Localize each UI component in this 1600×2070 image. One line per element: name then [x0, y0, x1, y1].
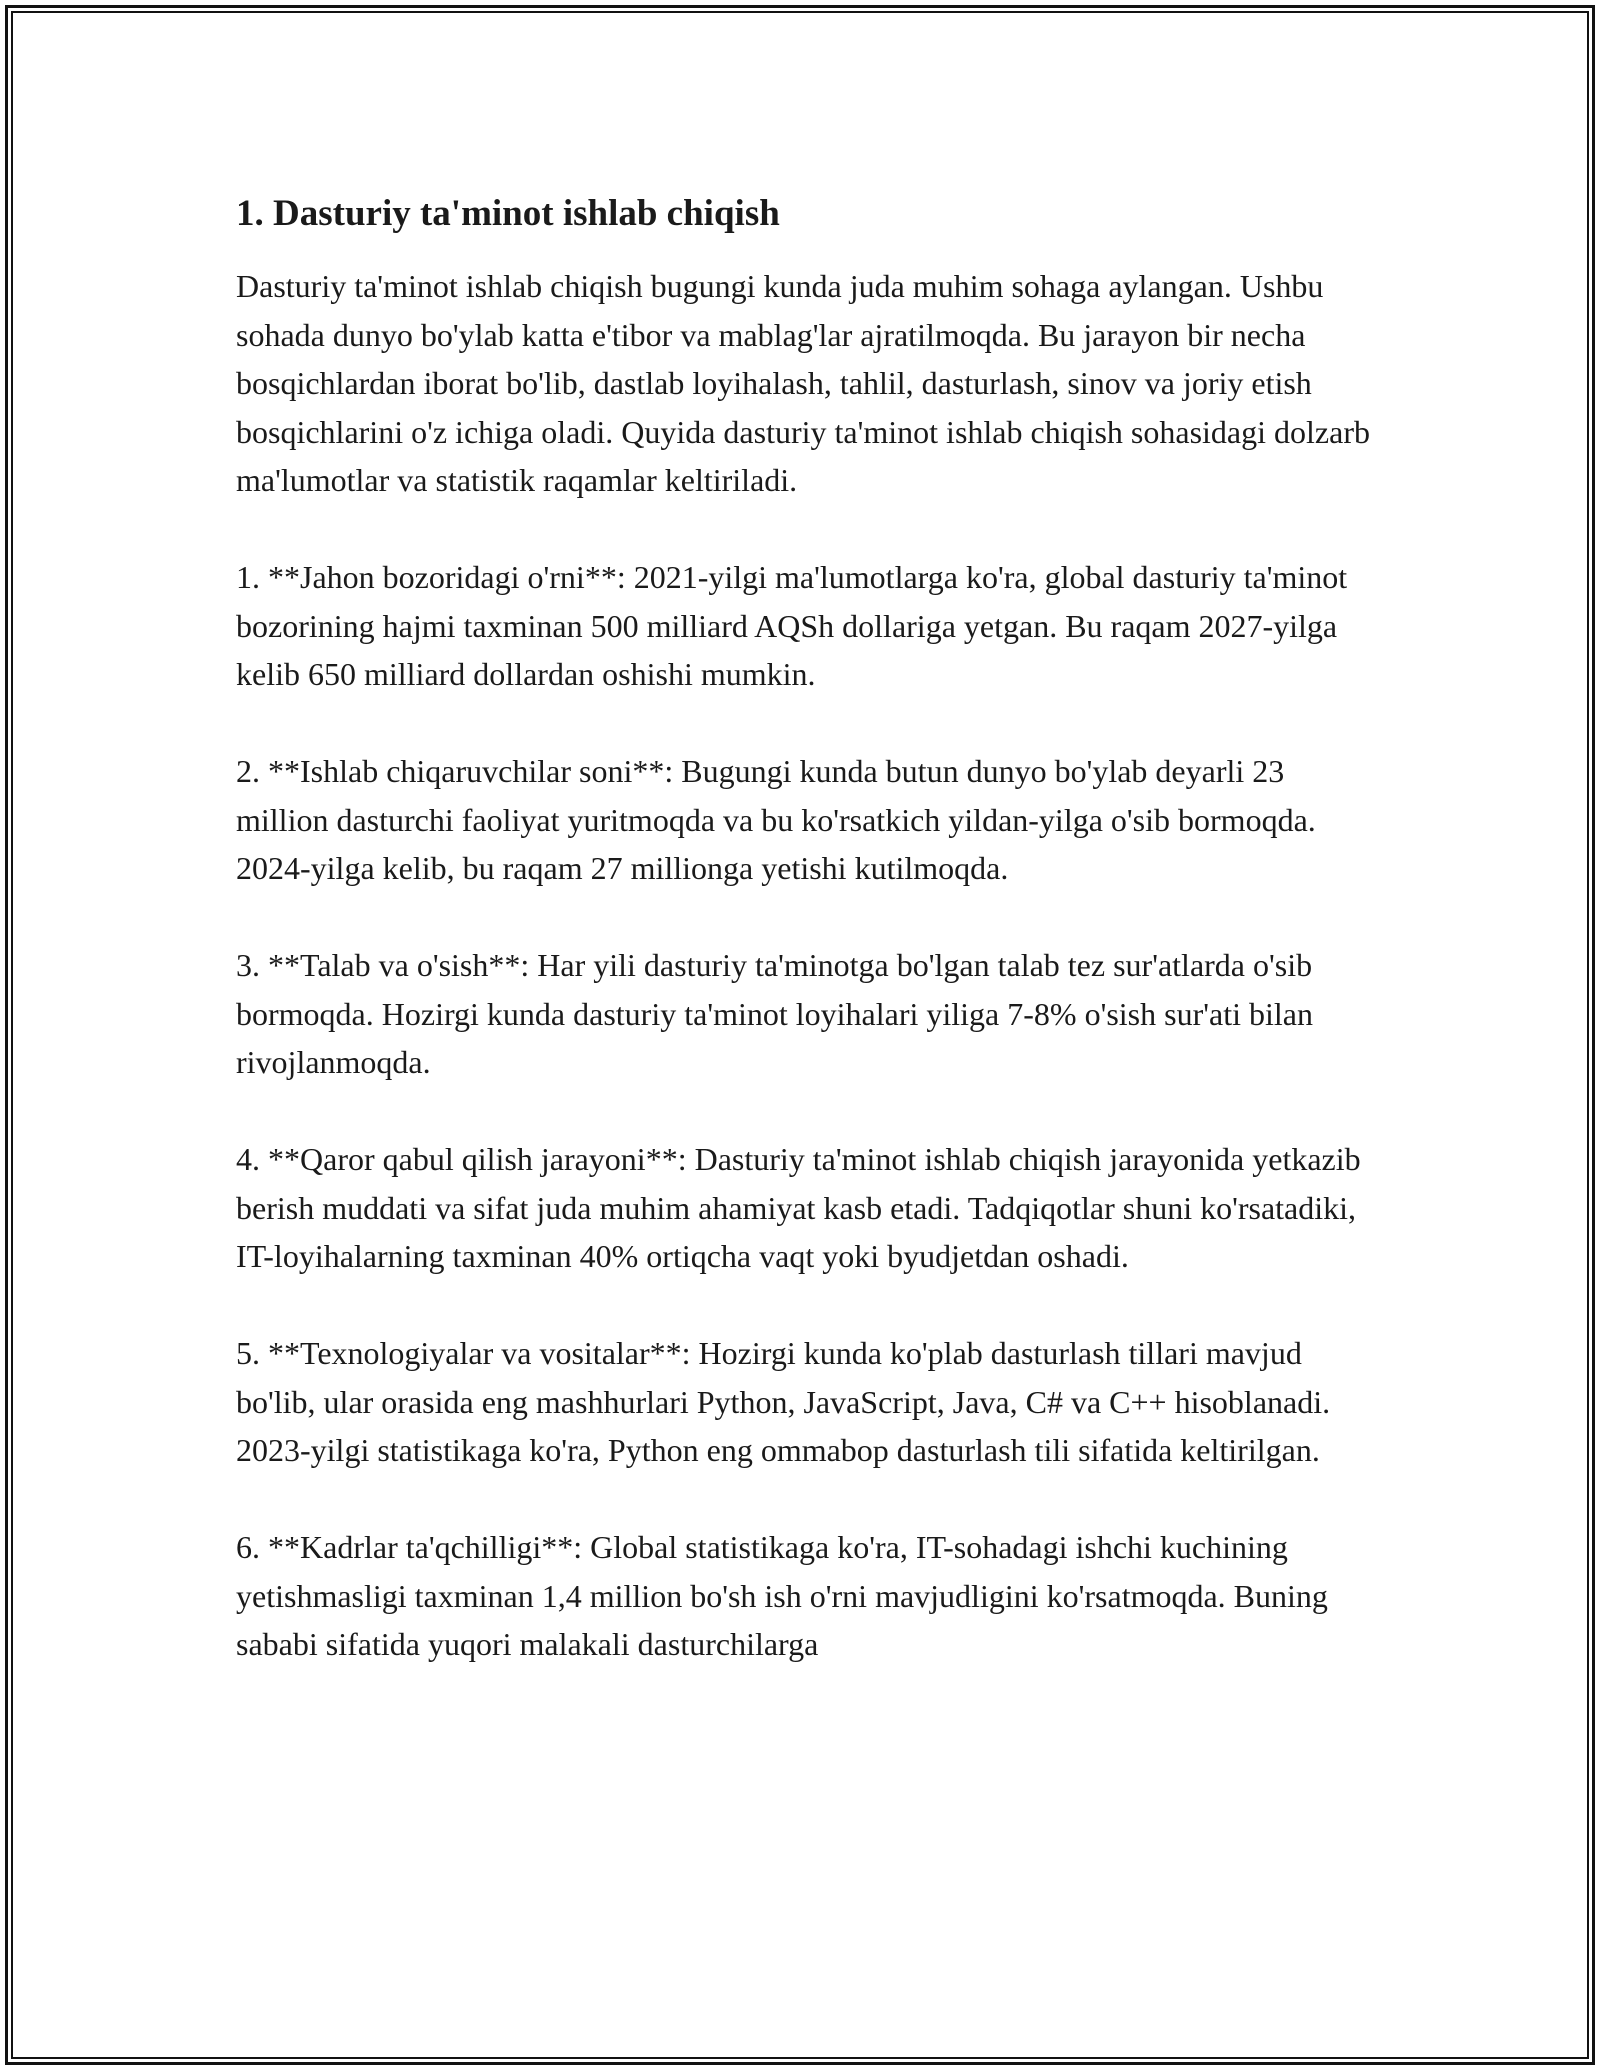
list-item-developers: 2. **Ishlab chiqaruvchilar soni**: Bugungi kunda butun dunyo bo'ylab deyarli 23 million dasturchi faoliyat yuritmoqda va bu ko'rsatkich yildan-yilga o'sib bormoqda. 2024-yilga kelib, bu raqam 27 millionga yetishi kutilmoqda.	[236, 753, 1316, 886]
list-item-demand: 3. **Talab va o'sish**: Har yili dasturiy ta'minotga bo'lgan talab tez sur'atlarda o'sib bormoqda. Hozirgi kunda dasturiy ta'minot loyihalari yiliga 7-8% o'sish sur'ati bilan rivojlanmoqda.	[236, 947, 1313, 1080]
document-body	[236, 186, 1376, 1717]
list-item-staff-shortage: 6. **Kadrlar ta'qchilligi**: Global statistikaga ko'ra, IT-sohadagi ishchi kuchining yetishmasligi taxminan 1,4 million bo'sh ish o'rni mavjudligini ko'rsatmoqda. Buning sababi sifatida yuqori malakali dasturchilarga	[236, 1529, 1328, 1662]
section-heading: 1. Dasturiy ta'minot ishlab chiqish	[236, 193, 780, 234]
intro-paragraph: Dasturiy ta'minot ishlab chiqish bugungi kunda juda muhim sohaga aylangan. Ushbu sohada dunyo bo'ylab katta e'tibor va mablag'lar ajratilmoqda. Bu jarayon bir necha bosqichlardan iborat bo'lib, dastlab loyihalash, tahlil, dasturlash, sinov va joriy etish bosqichlarini o'z ichiga oladi. Quyida dasturiy ta'minot ishlab chiqish sohasidagi dolzarb ma'lumotlar va statistik raqamlar keltiriladi.	[236, 268, 1370, 498]
list-item-technologies: 5. **Texnologiyalar va vositalar**: Hozirgi kunda ko'plab dasturlash tillari mavjud bo'lib, ular orasida eng mashhurlari Python, JavaScript, Java, C# va C++ hisoblanadi. 2023-yilgi statistikaga ko'ra, Python eng ommabop dasturlash tili sifatida keltirilgan.	[236, 1335, 1331, 1468]
list-item-decision: 4. **Qaror qabul qilish jarayoni**: Dasturiy ta'minot ishlab chiqish jarayonida yetkazib berish muddati va sifat juda muhim ahamiyat kasb etadi. Tadqiqotlar shuni ko'rsatadiki, IT-loyihalarning taxminan 40% ortiqcha vaqt yoki byudjetdan oshadi.	[236, 1141, 1361, 1274]
list-item-market: 1. **Jahon bozoridagi o'rni**: 2021-yilgi ma'lumotlarga ko'ra, global dasturiy ta'minot bozorining hajmi taxminan 500 milliard AQSh dollariga yetgan. Bu raqam 2027-yilga kelib 650 milliard dollardan oshishi mumkin.	[236, 559, 1348, 692]
